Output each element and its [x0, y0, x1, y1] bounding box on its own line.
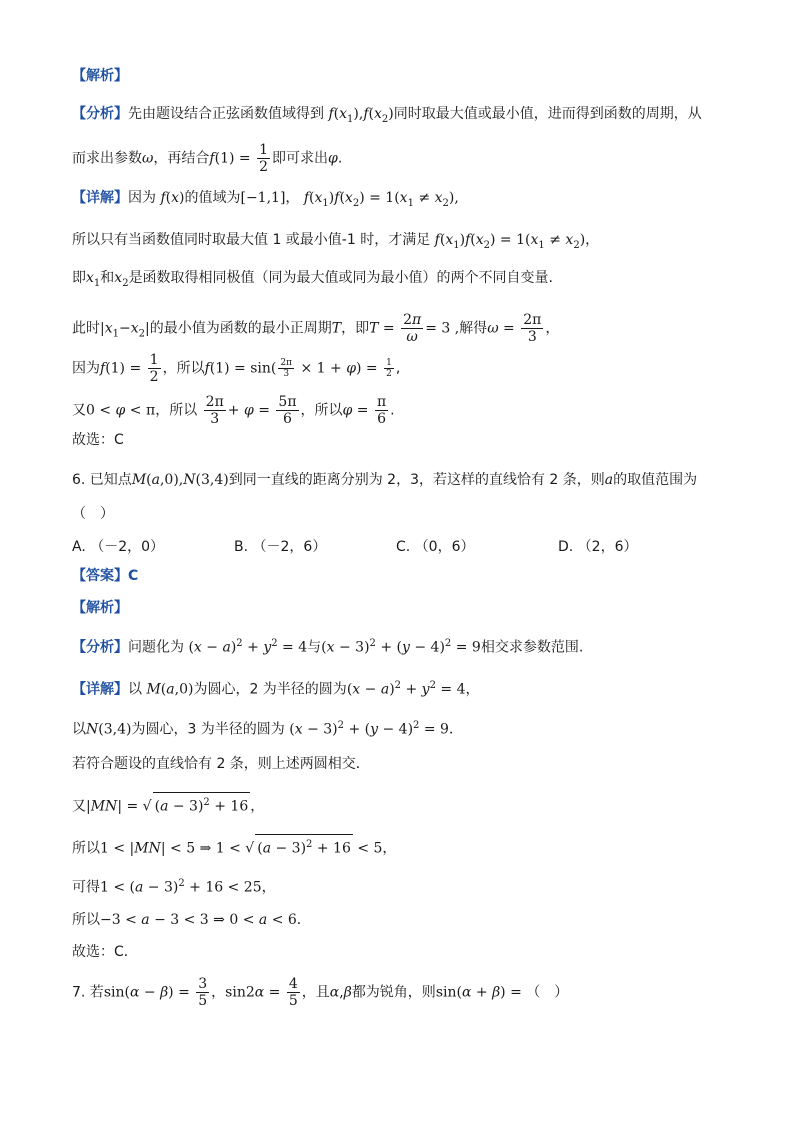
detail-q6-line-5: 所以1 < |MN| < 5 ⇒ 1 < √ $(a - 3)^2 + 16 < 5$， [72, 834, 396, 859]
answer-choice-line-5: 故选：C [72, 432, 124, 448]
option-c: C. （0，6） [396, 539, 475, 555]
detail-tag: 【详解】 [72, 190, 128, 206]
question-6-paren: （ ） [72, 506, 114, 522]
detail-q6-line-2: 以N(3,4)为圆心，3 为半径的圆为 $(x - 3)^2 + (y - 4)^2 = 9$． [72, 720, 463, 738]
fraction-one-half: $\frac{1}{2}$ [259, 142, 268, 175]
detail-q6-line-4: 又|MN| = √ $(a - 3)^2 + 16$ ， [72, 792, 264, 817]
detail-line-4: 此时$|x_1-x_2|$的最小值为函数的最小正周期T，即T = $\frac{2\pi}{\omega}$ = 3 ,解得ω = $\frac{2\pi}{3}$ ， [72, 312, 560, 345]
formula-fx1-fx2: f [328, 106, 334, 122]
solution-heading-1: 【解析】 [72, 68, 128, 84]
detail-q6-line-1: 【详解】以 M(a,0)为圆心，2 为半径的圆为$(x - a)^2 + y^2 = 4$， [72, 680, 480, 698]
analysis-line-2: 而求出参数ω，再结合f(1) = $\frac{1}{2}$ 即可求出φ. [72, 142, 343, 175]
detail-line-5: 因为f(1) = $\frac{1}{2}$ ，所以f(1) = sin( $\frac{2\pi}{3}$ × 1 + φ) = $\frac{1}{2}$ , [72, 352, 401, 385]
option-d: D. （2，6） [558, 539, 638, 555]
detail-q6-line-3: 若符合题设的直线恰有 2 条，则上述两圆相交． [72, 756, 370, 772]
question-6-stem: 6. 已知点M(a,0),N(3,4)到同一直线的距离分别为 2，3，若这样的直线恰有 2 条，则a的取值范围为 [72, 472, 698, 488]
option-a: A. （－2，0） [72, 539, 165, 555]
detail-line-2: 所以只有当函数值同时取最大值 1 或最小值-1 时，才满足 $f(x_1)f(x_2) = 1(x_1 \ne x_2)$， [72, 232, 600, 251]
detail-q6-line-7: 所以−3 < a − 3 < 3 ⇒ 0 < a < 6． [72, 912, 311, 928]
detail-line-3: 即$x_1$和$x_2$是函数取得相同极值（同为最大值或同为最小值）的两个不同自变量. [72, 270, 554, 289]
detail-line-6: 又0 < φ < π，所以 $\frac{2\pi}{3}$ + φ = $\frac{5\pi}{6}$ ，所以φ = $\frac{\pi}{6}$ . [72, 394, 395, 427]
option-b: B. （－2，6） [234, 539, 327, 555]
detail-line-1: 【详解】因为 f(x)的值域为[−1,1]， $f(x_1)f(x_2) = 1(x_1 \ne x_2)$, [72, 190, 459, 209]
analysis-line-1: 【分析】先由题设结合正弦函数值域得到 $f(x_1),f(x_2)$同时取最大值或最小值，进而得到函数的周期，从 [72, 106, 702, 125]
analysis-q6: 【分析】问题化为 $(x - a)^2 + y^2 = 4$与$(x - 3)^2 + (y - 4)^2 = 9$相交求参数范围. [72, 638, 584, 656]
question-7-stem: 7. 若sin(α − β) = $\frac{3}{5}$ ，sin2α = $\frac{4}{5}$ ，且α,β都为锐角，则sin(α + β) = （ ） [72, 976, 569, 1009]
analysis-tag: 【分析】 [72, 106, 128, 122]
answer-choice-line-6: 故选：C． [72, 944, 138, 960]
solution-heading-2: 【解析】 [72, 600, 128, 616]
answer-heading: 【答案】C [72, 568, 139, 584]
detail-q6-line-6: 可得$1 < (a - 3)^2 + 16 < 25$， [72, 878, 276, 896]
